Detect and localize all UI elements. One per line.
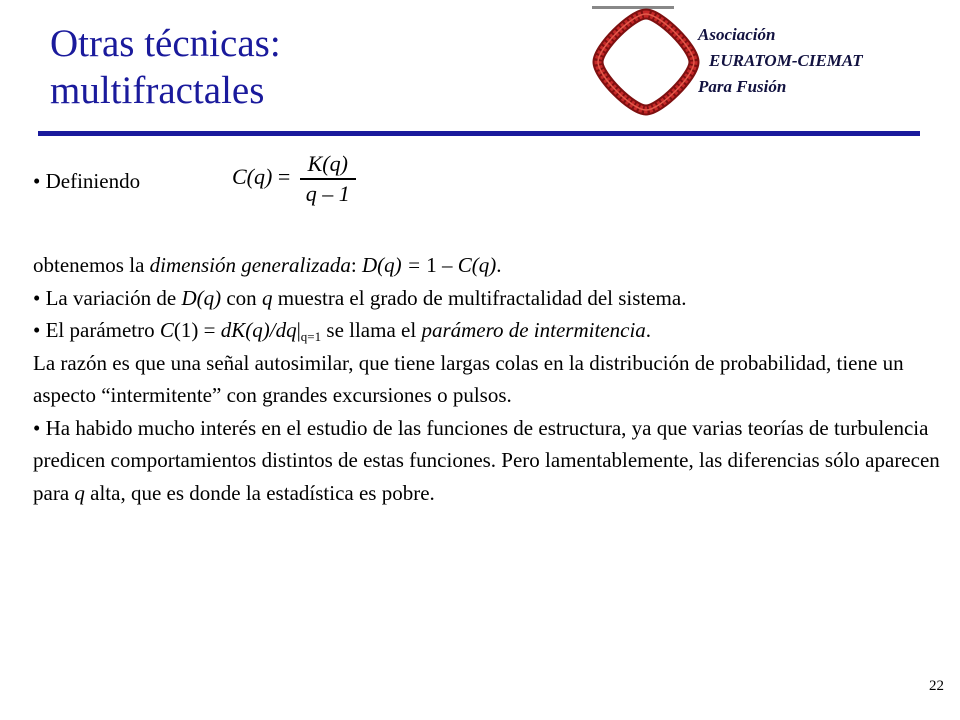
text-run-italic: dimensión generalizada bbox=[149, 253, 351, 277]
text-run-italic: q bbox=[261, 285, 273, 310]
logo-line-3: Para Fusión bbox=[698, 77, 787, 96]
text-run: • La variación de bbox=[33, 285, 182, 310]
definition-label: Definiendo bbox=[45, 169, 141, 193]
subscript: q=1 bbox=[300, 329, 322, 344]
formula-denominator: q – 1 bbox=[305, 180, 350, 206]
formula-lhs: C(q) bbox=[232, 163, 273, 189]
text-run-italic: C bbox=[159, 318, 174, 342]
text-run: • El parámetro bbox=[33, 318, 160, 342]
text-run: muestra el grado de multifractalidad del sistema. bbox=[272, 285, 687, 310]
text-run-italic: D(q) = bbox=[361, 253, 427, 277]
slide-title bbox=[50, 20, 281, 114]
definition-bullet bbox=[33, 167, 140, 195]
text-run-italic: D(q) bbox=[181, 285, 222, 310]
text-run-italic: parámero de intermitencia bbox=[421, 318, 646, 342]
title-line-1: Otras técnicas: bbox=[50, 22, 281, 65]
text-run: con bbox=[221, 285, 262, 310]
paragraph-self-similar: La razón es que una señal autosimilar, que tiene largas colas en la distribución de probabilidad, tiene un aspecto “intermitente” con grandes excursiones o pulsos. bbox=[33, 350, 904, 407]
logo-line-2: EURATOM-CIEMAT bbox=[709, 51, 863, 70]
title-line-2: multifractales bbox=[50, 69, 265, 112]
page-number: 22 bbox=[929, 678, 944, 694]
text-run: se llama el bbox=[321, 318, 422, 342]
text-run: 1 – bbox=[426, 253, 458, 277]
text-run-italic: C(q) bbox=[457, 253, 497, 277]
paragraph-intermittency bbox=[33, 314, 953, 347]
formula-equals: = bbox=[277, 163, 291, 189]
text-run: : bbox=[350, 253, 362, 277]
logo-line-1: Asociación bbox=[698, 25, 776, 44]
text-run: . bbox=[645, 318, 652, 342]
logo-caption bbox=[698, 22, 863, 100]
text-run-italic: dK(q)/dq bbox=[220, 318, 297, 342]
title-divider bbox=[38, 131, 920, 136]
slide-body bbox=[33, 249, 953, 509]
text-run: alta, que es donde la estadística es pobre. bbox=[84, 480, 435, 505]
formula-c-of-q bbox=[232, 150, 356, 208]
text-run: . bbox=[496, 253, 502, 277]
text-run: | bbox=[296, 318, 301, 342]
paragraph-variation bbox=[33, 282, 953, 315]
text-run: obtenemos la bbox=[33, 253, 150, 277]
text-run: (1) = bbox=[173, 318, 221, 342]
euratom-ciemat-logo-icon bbox=[590, 6, 702, 118]
paragraph-generalized-dimension bbox=[33, 249, 953, 282]
formula-numerator: K(q) bbox=[307, 151, 348, 176]
paragraph-structure-functions bbox=[33, 412, 953, 510]
text-run-italic: q bbox=[74, 480, 85, 505]
text-run: • Ha habido mucho interés en el estudio de las funciones de estructura, ya que varias teorías de turbulencia predicen comportamientos distintos de estas funciones. Pero lamentablemente, las diferencias sólo aparecen para bbox=[33, 415, 940, 505]
formula-fraction bbox=[300, 150, 356, 208]
bullet-marker: • bbox=[33, 169, 41, 193]
